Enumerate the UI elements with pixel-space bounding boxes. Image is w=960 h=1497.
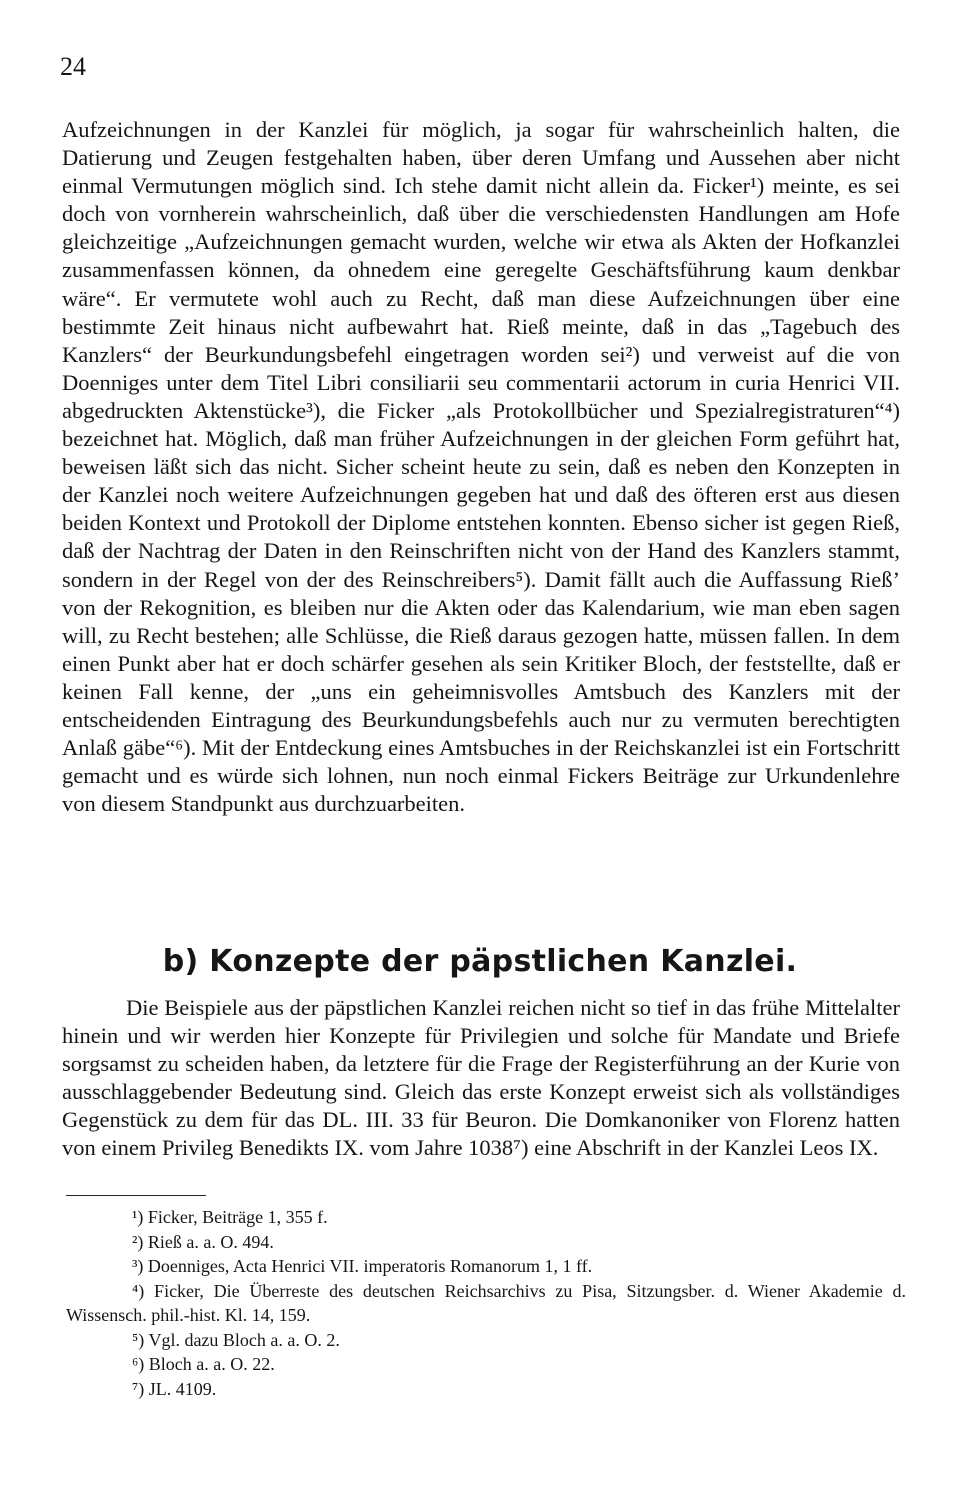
footnote-7: ⁷) JL. 4109.	[132, 1378, 217, 1399]
body-paragraph-1: Aufzeichnungen in der Kanzlei für möglich, ja sogar für wahrscheinlich halten, die Datierung und Zeugen festgehalten haben, über deren Umfang und Aussehen aber nicht einmal Vermutungen möglich sind. Ich stehe damit nicht allein da. Ficker¹) meinte, es sei doch von vornherein wahrscheinlich, daß über die verschiedensten Handlungen am Hofe gleichzeitige „Aufzeichnungen gemacht wurden, welche wir etwa als Akten der Hofkanzlei zusammenfassen können, da ohnedem eine geregelte Geschäftsführung kaum denkbar wäre“. Er vermutete wohl auch zu Recht, daß man diese Aufzeichnungen über eine bestimmte Zeit hinaus nicht aufbewahrt hat. Rieß meinte, daß in das „Tagebuch des Kanzlers“ der Beurkundungsbefehl eingetragen worden sei²) und verweist auf die von Doenniges unter dem Titel Libri consiliarii seu commentarii actorum in curia Henrici VII. abgedruckten Aktenstücke³), die Ficker „als Protokollbücher und Spezialregistraturen“⁴) bezeichnet hat. Möglich, daß man früher Aufzeichnungen in der gleichen Form geführt hat, beweisen läßt sich das nicht. Sicher scheint heute zu sein, daß es neben den Konzepten in der Kanzlei noch weitere Aufzeichnungen gegeben hat und daß des öfteren erst aus diesen beiden Kontext und Protokoll der Diplome entstehen konnten. Ebenso sicher ist gegen Rieß, daß der Nachtrag der Daten in den Reinschriften nicht von der Hand des Kanzlers stammt, sondern in der Regel von der des Reinschreibers⁵). Damit fällt auch die Auffassung Rieß’ von der Rekognition, es bleiben nur die Akten oder das Kalendarium, wie man eben sagen will, zu Recht bestehen; alle Schlüsse, die Rieß daraus gezogen hatte, müssen fallen. In dem einen Punkt aber hat er doch schärfer gesehen als sein Kritiker Bloch, der feststellte, daß er keinen Fall kenne, der „uns ein geheimnisvolles Amtsbuch des Kanzlers mit der entscheidenden Eintragung des Beurkundungsbefehls auch nur zu vermuten berechtigten Anlaß gäbe“⁶). Mit der Entdeckung eines Amtsbuches in der Reichskanzlei ist ein Fortschritt gemacht und es würde sich lohnen, nun noch einmal Fickers Beiträge zur Urkundenlehre von diesem Standpunkt aus durchzuarbeiten.	[62, 117, 900, 817]
footnotes-list	[66, 1205, 906, 1401]
footnote-4: ⁴) Ficker, Die Überreste des deutschen Reichsarchivs zu Pisa, Sitzungsber. d. Wiener Akademie d. Wissensch. phil.-hist. Kl. 14, 159.	[66, 1280, 906, 1325]
footnote-separator	[66, 1195, 206, 1196]
footnote-6: ⁶) Bloch a. a. O. 22.	[132, 1354, 275, 1374]
footnote-1: ¹) Ficker, Beiträge 1, 355 f.	[132, 1207, 328, 1227]
body-paragraph-2: Die Beispiele aus der päpstlichen Kanzlei reichen nicht so tief in das frühe Mittelalter hinein und wir werden hier Konzepte für Privilegien und solche für Mandate und Briefe sorgsamst zu scheiden haben, da letztere für die Frage der Registerführung an der Kurie von ausschlaggebender Bedeutung sind. Gleich das erste Konzept erweist sich als vollständiges Gegenstück zu dem für das DL. III. 33 für Beuron. Die Domkanoniker von Florenz hatten von einem Privileg Benedikts IX. vom Jahre 1038⁷) eine Abschrift in der Kanzlei Leos IX.	[62, 995, 900, 1161]
footnote-3: ³) Doenniges, Acta Henrici VII. imperatoris Romanorum 1, 1 ff.	[132, 1256, 593, 1276]
page-number: 24	[60, 52, 86, 81]
section-heading: b) Konzepte der päpstlichen Kanzlei.	[162, 944, 798, 979]
footnote-5: ⁵) Vgl. dazu Bloch a. a. O. 2.	[132, 1329, 340, 1350]
footnote-2: ²) Rieß a. a. O. 494.	[132, 1231, 274, 1252]
